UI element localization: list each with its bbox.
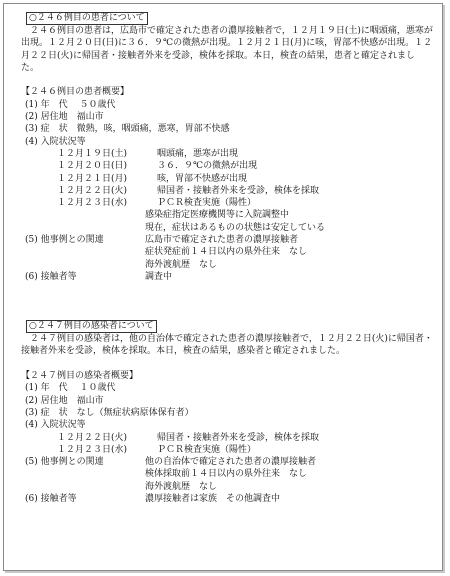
case246-heading: ○２４６例目の患者について <box>26 12 148 25</box>
case247-summary-title: 【２４７例目の感染者概要】 <box>21 371 139 382</box>
case246-relation <box>21 234 433 246</box>
case247-relation-3: 海外渡航歴 なし <box>145 481 218 492</box>
timeline-row: １２月２２日(火) 帰国者・接触者外来を受診，検体を採取 <box>57 432 320 443</box>
case246-status-label: (4) 入院状況等 <box>25 136 86 147</box>
case246-status-cont2: 現在，症状はあるものの状態は安定している <box>145 222 326 233</box>
timeline-row: １２月１９日(土) 咽頭痛，悪寒が出現 <box>57 148 239 159</box>
case246-summary-title: 【２４６例目の患者概要】 <box>21 87 130 98</box>
timeline-row: １２月２０日(日) ３６．９℃の微熱が出現 <box>57 161 258 172</box>
timeline-row: １２月２２日(火) 帰国者・接触者外来を受診，検体を採取 <box>57 185 320 196</box>
case246-contacts-label: (6) 接触者等 <box>25 271 77 282</box>
case247-intro: ２４７例目の感染者は，他の自治体で確定された患者の濃厚接触者で，１２月２２日(火)に帰国者・接触者外来を受診，検体を採取。本日，検査の結果，感染者と確定されました。 <box>21 334 433 357</box>
case246-contacts-value: 調査中 <box>145 271 173 282</box>
case247-relation-2: 検体採取前１４日以内の県外往来 なし <box>145 469 308 480</box>
case247-relation-1: 他の自治体で確定された患者の濃厚接触者 <box>145 457 317 468</box>
case246-relation-3: 海外渡航歴 なし <box>145 259 218 270</box>
case246-age: (1) 年 代 ５０歳代 <box>25 99 116 110</box>
case246-relation-1: 広島市で確定された患者の濃厚接触者 <box>145 235 299 246</box>
case247-symptoms: (3) 症 状 なし（無症状病原体保有者） <box>25 407 194 418</box>
document-page <box>3 3 443 571</box>
case247-relation <box>21 456 433 468</box>
case246-residence: (2) 居住地 福山市 <box>25 112 104 123</box>
case247-relation-label: (5) 他事例との関連 <box>25 457 104 468</box>
case247-contacts-value: 濃厚接触者は家族 その他調査中 <box>145 493 281 504</box>
case246-contacts <box>21 271 433 283</box>
timeline-row: １２月２３日(水) ＰＣＲ検査実施（陽性） <box>57 198 257 209</box>
case247-contacts <box>21 493 433 505</box>
case246-relation-label: (5) 他事例との関連 <box>25 235 104 246</box>
case247-contacts-label: (6) 接触者等 <box>25 493 77 504</box>
case247-age: (1) 年 代 １０歳代 <box>25 383 116 394</box>
case247-timeline <box>21 432 433 457</box>
case247-residence: (2) 居住地 福山市 <box>25 395 104 406</box>
case246-relation-2: 症状発症前１４日以内の県外往来 なし <box>145 247 308 258</box>
case246-timeline <box>21 148 433 209</box>
case247-status-label: (4) 入院状況等 <box>25 420 86 431</box>
case247-heading: ○２４７例目の感染者について <box>26 320 157 333</box>
timeline-row: １２月２１日(月) 咳，胃部不快感が出現 <box>57 173 248 184</box>
timeline-row: １２月２３日(水) ＰＣＲ検査実施（陽性） <box>57 444 257 455</box>
document-content <box>21 12 433 505</box>
case246-status-cont1: 感染症指定医療機関等に入院調整中 <box>145 210 290 221</box>
case246-symptoms: (3) 症 状 微熱，咳，咽頭痛，悪寒，胃部不快感 <box>25 124 230 135</box>
case246-intro: ２４６例目の患者は，広島市で確定された患者の濃厚接触者で，１２月１９日(土)に咽頭痛，悪寒が出現。１２月２０日(日)に３６．９℃の微熱が出現。１２月２１日(月)に咳，胃部不快感が出現。１２月２２日(火)に帰国者・接触者外来を受診，検体を採取。本日，検査の結果，患者と確定されました。 <box>21 26 433 73</box>
